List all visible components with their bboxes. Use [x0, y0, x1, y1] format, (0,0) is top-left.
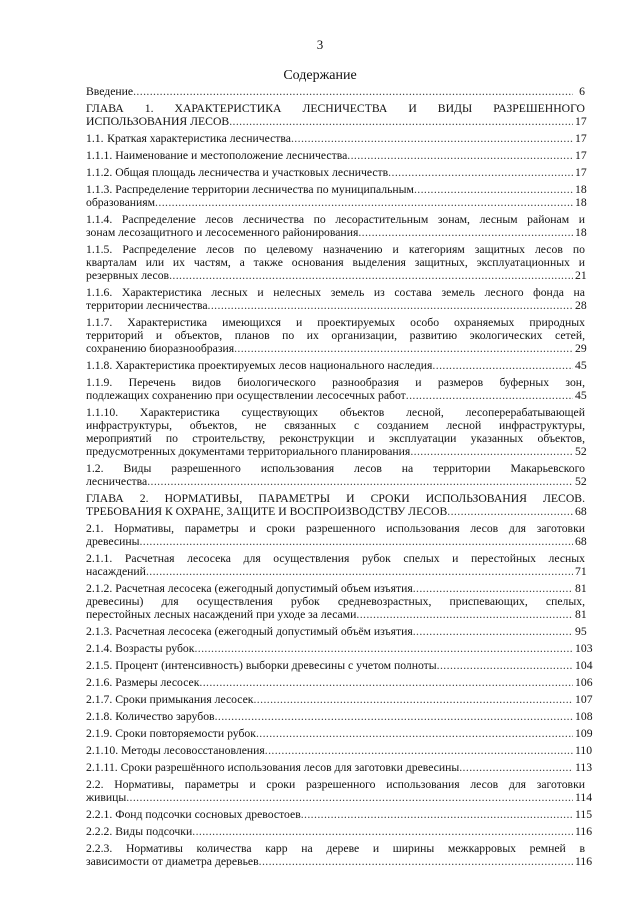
- toc-line-text: территории лесничества: [86, 299, 208, 312]
- dot-leader: [358, 226, 573, 239]
- toc-page-number: 116: [575, 855, 593, 868]
- toc-line-text: 1.1.10. Характеристика существующих объектов лесной, лесоперерабатывающей: [86, 406, 585, 419]
- toc-line: [86, 791, 593, 804]
- toc-line: [86, 659, 593, 672]
- toc-page-number: 103: [575, 642, 593, 655]
- toc-entry[interactable]: [86, 183, 585, 209]
- toc-line-text: 1.1.5. Распределение лесов по целевому назначению и категориям защитных лесов по: [86, 243, 585, 256]
- toc-line: [86, 299, 585, 312]
- toc-line: [86, 316, 585, 329]
- toc-line-text: зонам лесозащитного и лесосеменного районирования: [86, 226, 359, 239]
- dot-leader: [146, 565, 573, 578]
- toc-page-number: 18: [575, 183, 587, 196]
- toc-page-number: 107: [575, 693, 593, 706]
- toc-line-text: 2.2. Нормативы, параметры и сроки разрешенного использования лесов для заготовки: [86, 778, 585, 791]
- dot-leader: [347, 149, 573, 162]
- toc-line: [86, 115, 585, 128]
- toc-page-number: 81: [575, 582, 587, 595]
- toc-line-text: 1.1.8. Характеристика проектируемых лесов национального наследия: [86, 359, 433, 372]
- dot-leader: [406, 389, 573, 402]
- toc-line: [86, 552, 585, 565]
- dot-leader: [253, 693, 573, 706]
- toc-line-text: подлежащих сохранению при осуществлении лесосечных работ: [86, 389, 406, 402]
- toc-page-number: 68: [575, 505, 587, 518]
- toc-page-number: 52: [575, 475, 587, 488]
- toc-entry[interactable]: [86, 808, 593, 821]
- toc-page-number: 21: [575, 269, 587, 282]
- toc-line: [86, 744, 593, 757]
- toc-entry[interactable]: [86, 492, 585, 518]
- toc-line-text: 1.2. Виды разрешенного использования лесов на территории Макарьевского: [86, 462, 585, 475]
- dot-leader: [459, 761, 573, 774]
- toc-page-number: 114: [575, 791, 593, 804]
- toc-line: [86, 842, 585, 855]
- toc-line: [86, 102, 585, 115]
- toc-entry[interactable]: [86, 761, 593, 774]
- toc-line-text: 2.1.9. Сроки повторяемости рубок: [86, 727, 256, 740]
- toc-entry[interactable]: [86, 102, 585, 128]
- dot-leader: [194, 642, 573, 655]
- toc-line: [86, 132, 585, 145]
- toc-title: Содержание: [283, 68, 357, 83]
- table-of-contents: [86, 85, 593, 872]
- dot-leader: [147, 475, 573, 488]
- dot-leader: [291, 132, 573, 145]
- toc-line: [86, 389, 585, 402]
- toc-entry[interactable]: [86, 625, 585, 638]
- toc-line: [86, 727, 593, 740]
- dot-leader: [447, 505, 573, 518]
- toc-line-text: 2.1.2. Расчетная лесосека (ежегодный допустимый объем изъятия: [86, 582, 413, 595]
- toc-line-text: кварталам или их частям, а также основания выделения защитных, эксплуатационных и: [86, 256, 585, 269]
- toc-line: [86, 432, 585, 445]
- toc-line-text: 2.1.5. Процент (интенсивность) выборки древесины с учетом полноты: [86, 659, 437, 672]
- toc-entry[interactable]: [86, 359, 585, 372]
- dot-leader: [139, 535, 573, 548]
- toc-line-text: территорий и объектов, планов по их организации, развитию экологических сетей,: [86, 329, 585, 342]
- dot-leader: [256, 727, 573, 740]
- toc-entry[interactable]: [86, 149, 585, 162]
- toc-line: [86, 243, 585, 256]
- toc-entry[interactable]: [86, 462, 585, 488]
- toc-line: [86, 286, 585, 299]
- toc-line: [86, 149, 585, 162]
- dot-leader: [259, 855, 573, 868]
- toc-line: [86, 196, 585, 209]
- toc-line: [86, 855, 593, 868]
- toc-line: [86, 256, 585, 269]
- toc-line: [86, 535, 585, 548]
- toc-line-text: 2.1.1. Расчетная лесосека для осуществления рубок спелых и перестойных лесных: [86, 552, 585, 565]
- toc-entry[interactable]: [86, 552, 585, 578]
- toc-entry[interactable]: [86, 778, 593, 804]
- toc-page-number: 68: [575, 535, 587, 548]
- dot-leader: [208, 299, 573, 312]
- dot-leader: [199, 676, 573, 689]
- toc-entry[interactable]: [86, 213, 585, 239]
- dot-leader: [155, 196, 573, 209]
- toc-line-text: 1.1.1. Наименование и местоположение лесничества: [86, 149, 348, 162]
- toc-line: [86, 565, 585, 578]
- toc-entry[interactable]: [86, 582, 585, 621]
- toc-entry[interactable]: [86, 825, 593, 838]
- toc-line-text: 2.2.2. Виды подсочки: [86, 825, 193, 838]
- toc-line: [86, 642, 593, 655]
- dot-leader: [414, 183, 573, 196]
- dot-leader: [215, 710, 573, 723]
- toc-line: [86, 166, 585, 179]
- toc-line-text: перестойных лесных насаждений при уходе за лесами: [86, 608, 357, 621]
- toc-line-text: Краткая характеристика лесничества: [107, 132, 291, 145]
- dot-leader: [234, 342, 573, 355]
- toc-page-number: 109: [575, 727, 593, 740]
- toc-line-text: лесничества: [86, 475, 148, 488]
- toc-line-text: сохранению биоразнообразия: [86, 342, 235, 355]
- toc-line-text: древесины) для осуществления рубок средневозрастных, приспевающих, спелых,: [86, 595, 585, 608]
- toc-line-text: 2.1.4. Возрасты рубок: [86, 642, 195, 655]
- toc-line-text: насаждений: [86, 565, 146, 578]
- toc-line: [86, 269, 585, 282]
- toc-line: [86, 492, 585, 505]
- toc-entry[interactable]: [86, 522, 585, 548]
- toc-line-text: 2.1.10. Методы лесовосстановления: [86, 744, 265, 757]
- dot-leader: [192, 825, 573, 838]
- toc-line: [86, 625, 585, 638]
- toc-page-number: 45: [575, 389, 587, 402]
- toc-line-text: резервных лесов: [86, 269, 170, 282]
- toc-entry[interactable]: [86, 376, 585, 402]
- toc-line: [86, 693, 593, 706]
- toc-line-text: образованиям: [86, 196, 156, 209]
- dot-leader: [169, 269, 573, 282]
- toc-page-number: 45: [575, 359, 587, 372]
- toc-entry[interactable]: [86, 316, 585, 355]
- toc-line-text: зависимости от диаметра деревьев: [86, 855, 259, 868]
- toc-line-text: инфраструктуры, объектов, не связанных с созданием лесной инфраструктуры,: [86, 419, 585, 432]
- toc-entry[interactable]: [86, 85, 585, 98]
- toc-line-text: ГЛАВА 2. НОРМАТИВЫ, ПАРАМЕТРЫ И СРОКИ ИСПОЛЬЗОВАНИЯ ЛЕСОВ.: [86, 492, 585, 505]
- toc-page-number: 17: [575, 115, 587, 128]
- toc-page-number: 104: [575, 659, 593, 672]
- toc-entry[interactable]: [86, 659, 593, 672]
- toc-line: [86, 213, 585, 226]
- toc-line: [86, 761, 593, 774]
- toc-line: [86, 183, 585, 196]
- toc-line: [86, 419, 585, 432]
- toc-page-number: 81: [575, 608, 587, 621]
- toc-line-text: живицы: [86, 791, 127, 804]
- toc-entry[interactable]: [86, 727, 593, 740]
- dot-leader: [432, 359, 573, 372]
- toc-line-text: 2.2.1. Фонд подсочки сосновых древостоев: [86, 808, 301, 821]
- toc-page-number: 110: [575, 744, 593, 757]
- toc-line-text: Введение: [86, 85, 134, 98]
- toc-line-text: 1.1.6. Характеристика лесных и нелесных земель из состава земель лесного фонда на: [86, 286, 585, 299]
- toc-line-text: 2.2.3. Нормативы количества карр на дереве и ширины межкарровых ремней в: [86, 842, 585, 855]
- toc-line-text: 2.1.3. Расчетная лесосека (ежегодный допустимый объём изъятия: [86, 625, 413, 638]
- toc-page-number: 29: [575, 342, 587, 355]
- toc-page-number: 115: [575, 808, 593, 821]
- dot-leader: [413, 582, 573, 595]
- toc-line: [86, 582, 585, 595]
- dot-leader: [265, 744, 573, 757]
- toc-line: [86, 462, 585, 475]
- toc-line-text: 1.1.: [86, 132, 104, 145]
- toc-entry[interactable]: [86, 132, 585, 145]
- toc-line: [86, 475, 585, 488]
- toc-page-number: 113: [575, 761, 593, 774]
- toc-page-number: 6: [579, 85, 585, 98]
- toc-line-text: 1.1.3. Распределение территории лесничества по муниципальным: [86, 183, 414, 196]
- toc-line-text: ГЛАВА 1. ХАРАКТЕРИСТИКА ЛЕСНИЧЕСТВА И ВИДЫ РАЗРЕШЕННОГО: [86, 102, 585, 115]
- dot-leader: [410, 445, 573, 458]
- toc-entry[interactable]: [86, 842, 593, 868]
- toc-line: [86, 595, 585, 608]
- toc-line-text: мероприятий по строительству, реконструкции и эксплуатации указанных объектов,: [86, 432, 585, 445]
- page-number: 3: [316, 37, 324, 52]
- toc-entry[interactable]: [86, 406, 585, 458]
- toc-line-text: 2.1.7. Сроки примыкания лесосек: [86, 693, 254, 706]
- toc-line-text: 2.1. Нормативы, параметры и сроки разрешенного использования лесов для заготовки: [86, 522, 585, 535]
- dot-leader: [133, 85, 573, 98]
- dot-leader: [356, 608, 573, 621]
- toc-line: [86, 226, 585, 239]
- toc-line: [86, 522, 585, 535]
- toc-page-number: 106: [575, 676, 593, 689]
- toc-entry[interactable]: [86, 286, 585, 312]
- toc-line-text: древесины: [86, 535, 140, 548]
- toc-line-text: 1.1.7. Характеристика имеющихся и проектируемых особо охраняемых природных: [86, 316, 585, 329]
- dot-leader: [229, 115, 573, 128]
- toc-line-text: 1.1.9. Перечень видов биологического разнообразия и размеров буферных зон,: [86, 376, 585, 389]
- toc-page-number: 17: [575, 166, 587, 179]
- toc-page-number: 116: [575, 825, 593, 838]
- toc-line: [86, 608, 585, 621]
- toc-line: [86, 376, 585, 389]
- toc-page-number: 18: [575, 226, 587, 239]
- toc-page-number: 108: [575, 710, 593, 723]
- toc-line: [86, 825, 593, 838]
- toc-line: [86, 85, 585, 98]
- toc-line-text: 2.1.8. Количество зарубов: [86, 710, 215, 723]
- toc-line: [86, 342, 585, 355]
- toc-line-text: 1.1.4. Распределение лесов лесничества по лесорастительным зонам, лесным районам и: [86, 213, 585, 226]
- toc-page-number: 95: [575, 625, 587, 638]
- toc-line: [86, 505, 585, 518]
- toc-entry[interactable]: [86, 166, 585, 179]
- dot-leader: [126, 791, 573, 804]
- toc-line-text: предусмотренных документами территориального планирования: [86, 445, 411, 458]
- toc-entry[interactable]: [86, 744, 593, 757]
- toc-line: [86, 676, 593, 689]
- toc-line: [86, 329, 585, 342]
- toc-page-number: 18: [575, 196, 587, 209]
- toc-entry[interactable]: [86, 243, 585, 282]
- toc-page-number: 28: [575, 299, 587, 312]
- toc-line: [86, 406, 585, 419]
- toc-line-text: ТРЕБОВАНИЯ К ОХРАНЕ, ЗАЩИТЕ И ВОСПРОИЗВОДСТВУ ЛЕСОВ: [86, 505, 448, 518]
- toc-entry[interactable]: [86, 676, 593, 689]
- toc-line: [86, 778, 585, 791]
- toc-entry[interactable]: [86, 642, 593, 655]
- toc-line: [86, 808, 593, 821]
- toc-line: [86, 359, 585, 372]
- toc-entry[interactable]: [86, 693, 593, 706]
- toc-line-text: 2.1.11. Сроки разрешённого использования лесов для заготовки древесины: [86, 761, 460, 774]
- toc-page-number: 71: [575, 565, 587, 578]
- toc-line-text: 1.1.2. Общая площадь лесничества и участковых лесничеств: [86, 166, 389, 179]
- toc-page-number: 17: [575, 132, 587, 145]
- toc-line: [86, 445, 585, 458]
- dot-leader: [388, 166, 573, 179]
- toc-entry[interactable]: [86, 710, 593, 723]
- toc-line: [86, 710, 593, 723]
- dot-leader: [301, 808, 573, 821]
- toc-line-text: 2.1.6. Размеры лесосек: [86, 676, 200, 689]
- dot-leader: [413, 625, 573, 638]
- toc-page-number: 52: [575, 445, 587, 458]
- toc-page-number: 17: [575, 149, 587, 162]
- dot-leader: [437, 659, 573, 672]
- toc-line-text: ИСПОЛЬЗОВАНИЯ ЛЕСОВ: [86, 115, 230, 128]
